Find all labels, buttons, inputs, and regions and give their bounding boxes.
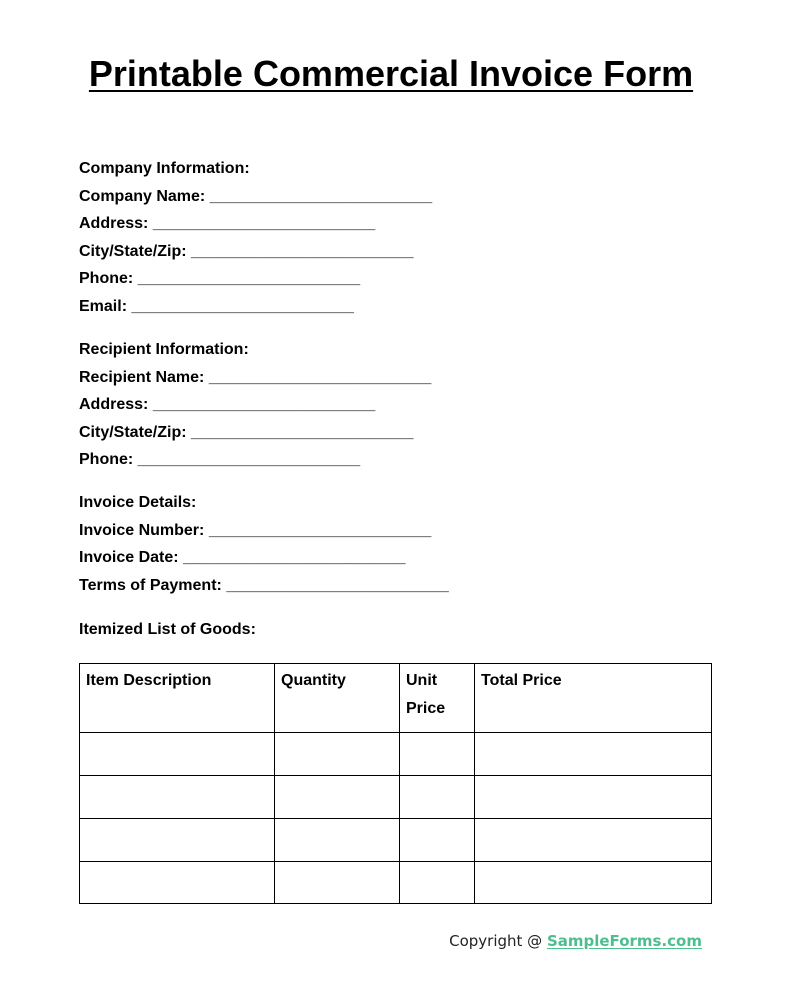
column-header-total-price: Total Price [475, 664, 712, 733]
recipient-information-section [79, 336, 431, 474]
total-price-cell[interactable] [475, 819, 712, 862]
company-information-heading: Company Information: [79, 160, 250, 177]
fill-in-line: _________________________ [137, 270, 361, 288]
fill-in-line: _________________________ [131, 297, 354, 315]
field-label: City/State/Zip: [79, 242, 187, 260]
sampleforms-link[interactable]: SampleForms.com [546, 932, 702, 950]
fill-in-line: _________________________ [183, 549, 406, 567]
table-row [80, 776, 712, 819]
copyright-footer [449, 932, 702, 950]
item-description-cell[interactable] [80, 862, 275, 904]
item-description-cell[interactable] [80, 776, 275, 819]
itemized-goods-section [79, 616, 256, 644]
unit-price-cell[interactable] [400, 733, 475, 776]
field-label: Invoice Date: [79, 549, 179, 567]
fill-in-line: _________________________ [208, 521, 432, 539]
page-title: Printable Commercial Invoice Form [88, 53, 694, 94]
column-header-item-description: Item Description [80, 664, 275, 733]
unit-price-cell[interactable] [400, 819, 475, 862]
total-price-cell[interactable] [475, 776, 712, 819]
company-city-state-zip-field[interactable] [79, 238, 432, 266]
company-phone-field[interactable] [79, 265, 432, 293]
invoice-details-section [79, 489, 449, 599]
field-label: City/State/Zip: [79, 423, 187, 441]
quantity-cell[interactable] [275, 733, 400, 776]
fill-in-line: _________________________ [191, 242, 414, 260]
field-label: Terms of Payment: [79, 576, 222, 594]
item-description-cell[interactable] [80, 733, 275, 776]
goods-table [79, 663, 712, 904]
terms-of-payment-field[interactable] [79, 572, 449, 600]
invoice-date-field[interactable] [79, 544, 449, 572]
table-row [80, 862, 712, 904]
table-row [80, 819, 712, 862]
itemized-goods-heading: Itemized List of Goods: [79, 621, 256, 638]
copyright-text: Copyright @ [449, 932, 547, 950]
company-information-section [79, 155, 432, 321]
field-label: Address: [79, 396, 149, 414]
invoice-number-field[interactable] [79, 517, 449, 545]
total-price-cell[interactable] [475, 862, 712, 904]
field-label: Invoice Number: [79, 521, 205, 539]
fill-in-line: _________________________ [152, 215, 376, 233]
quantity-cell[interactable] [275, 862, 400, 904]
invoice-details-heading: Invoice Details: [79, 494, 197, 511]
fill-in-line: _________________________ [226, 576, 449, 594]
company-address-field[interactable] [79, 210, 432, 238]
field-label: Phone: [79, 270, 134, 288]
fill-in-line: _________________________ [152, 396, 376, 414]
fill-in-line: _________________________ [208, 368, 432, 386]
company-email-field[interactable] [79, 293, 432, 321]
fill-in-line: _________________________ [191, 423, 414, 441]
field-label: Company Name: [79, 187, 206, 205]
recipient-phone-field[interactable] [79, 446, 431, 474]
recipient-address-field[interactable] [79, 391, 431, 419]
recipient-information-heading: Recipient Information: [79, 341, 249, 358]
quantity-cell[interactable] [275, 819, 400, 862]
field-label: Recipient Name: [79, 368, 205, 386]
column-header-unit-price: Unit Price [400, 664, 475, 733]
recipient-name-field[interactable] [79, 364, 431, 392]
fill-in-line: _________________________ [137, 451, 361, 469]
company-name-field[interactable] [79, 183, 432, 211]
unit-price-cell[interactable] [400, 776, 475, 819]
field-label: Address: [79, 215, 149, 233]
item-description-cell[interactable] [80, 819, 275, 862]
quantity-cell[interactable] [275, 776, 400, 819]
field-label: Phone: [79, 451, 134, 469]
fill-in-line: _________________________ [209, 187, 433, 205]
recipient-city-state-zip-field[interactable] [79, 419, 431, 447]
unit-price-cell[interactable] [400, 862, 475, 904]
column-header-quantity: Quantity [275, 664, 400, 733]
table-header-row [80, 664, 712, 733]
table-row [80, 733, 712, 776]
total-price-cell[interactable] [475, 733, 712, 776]
field-label: Email: [79, 297, 128, 315]
